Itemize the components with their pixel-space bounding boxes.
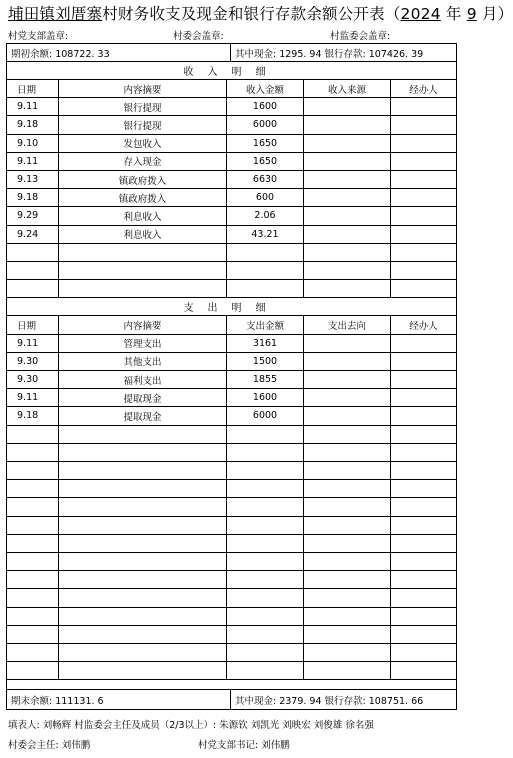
expense-cell-desc: 提取现金 xyxy=(59,407,227,424)
expense-cell-dest xyxy=(304,353,391,370)
income-header-row xyxy=(7,80,456,98)
expense-cell-date xyxy=(7,462,59,479)
expense-cell-date: 9.30 xyxy=(7,353,59,370)
income-row xyxy=(7,244,456,262)
expense-cell-desc xyxy=(59,571,227,588)
expense-cell-dest xyxy=(304,371,391,388)
income-cell-source xyxy=(304,207,391,224)
expense-cell-desc xyxy=(59,535,227,552)
opening-cash-bank: 其中现金: 1295. 94 银行存款: 107426. 39 xyxy=(235,48,424,60)
expense-cell-amount xyxy=(227,535,304,552)
income-header-3: 收入来源 xyxy=(304,80,391,97)
title-text: 村财务收支及现金和银行存款余额公开表（ xyxy=(102,5,401,23)
income-row xyxy=(7,226,456,244)
expense-cell-handler xyxy=(391,426,456,443)
expense-cell-amount xyxy=(227,626,304,643)
income-cell-source xyxy=(304,98,391,115)
expense-cell-handler xyxy=(391,589,456,606)
title-town: 埔田镇 xyxy=(8,5,56,23)
income-cell-amount xyxy=(227,262,304,279)
expense-cell-amount xyxy=(227,571,304,588)
expense-cell-dest xyxy=(304,535,391,552)
expense-cell-amount: 1855 xyxy=(227,371,304,388)
income-cell-date xyxy=(7,280,59,297)
income-row xyxy=(7,98,456,116)
income-cell-desc: 银行提现 xyxy=(59,116,227,133)
expense-header-3: 支出去向 xyxy=(304,316,391,333)
expense-row xyxy=(7,353,456,371)
expense-row xyxy=(7,371,456,389)
income-cell-amount: 6630 xyxy=(227,171,304,188)
expense-cell-date xyxy=(7,444,59,461)
income-cell-handler xyxy=(391,262,456,279)
expense-cell-handler xyxy=(391,662,456,679)
expense-cell-desc: 提取现金 xyxy=(59,389,227,406)
income-cell-handler xyxy=(391,171,456,188)
income-cell-source xyxy=(304,262,391,279)
expense-cell-amount xyxy=(227,480,304,497)
expense-cell-dest xyxy=(304,498,391,515)
income-cell-handler xyxy=(391,153,456,170)
expense-cell-desc xyxy=(59,644,227,661)
income-cell-source xyxy=(304,244,391,261)
expense-cell-date xyxy=(7,608,59,625)
income-cell-amount: 1600 xyxy=(227,98,304,115)
expense-cell-date xyxy=(7,426,59,443)
closing-cash-bank: 其中现金: 2379. 94 银行存款: 108751. 66 xyxy=(235,695,424,707)
expense-row xyxy=(7,553,456,571)
expense-header-0: 日期 xyxy=(7,316,59,333)
income-cell-handler xyxy=(391,98,456,115)
income-row xyxy=(7,153,456,171)
expense-cell-handler xyxy=(391,644,456,661)
expense-cell-desc xyxy=(59,626,227,643)
income-cell-desc: 镇政府拨入 xyxy=(59,189,227,206)
footer-secretary: 村党支部书记: 刘伟鹏 xyxy=(198,740,290,751)
expense-cell-date: 9.30 xyxy=(7,371,59,388)
expense-cell-handler xyxy=(391,335,456,352)
expense-cell-desc xyxy=(59,589,227,606)
income-cell-handler xyxy=(391,207,456,224)
expense-cell-date xyxy=(7,571,59,588)
expense-cell-date xyxy=(7,626,59,643)
income-table xyxy=(7,80,456,298)
party-seal-label: 村党支部盖章: xyxy=(8,31,69,42)
page-title xyxy=(8,2,513,24)
income-cell-date: 9.10 xyxy=(7,135,59,152)
expense-row xyxy=(7,517,456,535)
expense-cell-desc xyxy=(59,426,227,443)
expense-cell-desc xyxy=(59,462,227,479)
expense-cell-amount xyxy=(227,444,304,461)
expense-row xyxy=(7,444,456,462)
expense-cell-date: 9.11 xyxy=(7,335,59,352)
income-header-0: 日期 xyxy=(7,80,59,97)
title-village: 刘厝寨 xyxy=(55,5,103,23)
expense-cell-amount: 3161 xyxy=(227,335,304,352)
expense-cell-date xyxy=(7,662,59,679)
expense-table xyxy=(7,316,456,680)
income-cell-desc: 镇政府拨入 xyxy=(59,171,227,188)
income-cell-amount: 6000 xyxy=(227,116,304,133)
expense-cell-amount xyxy=(227,662,304,679)
income-cell-source xyxy=(304,280,391,297)
expense-header-row xyxy=(7,316,456,334)
expense-row xyxy=(7,407,456,425)
ledger-table xyxy=(6,43,457,710)
supervision-seal-label: 村监委会盖章: xyxy=(330,31,391,42)
income-cell-handler xyxy=(391,226,456,243)
expense-cell-handler xyxy=(391,462,456,479)
expense-row xyxy=(7,535,456,553)
expense-cell-dest xyxy=(304,389,391,406)
income-cell-source xyxy=(304,116,391,133)
income-cell-source xyxy=(304,171,391,188)
expense-cell-dest xyxy=(304,517,391,534)
income-cell-desc: 利息收入 xyxy=(59,207,227,224)
income-cell-amount: 1650 xyxy=(227,153,304,170)
expense-cell-desc xyxy=(59,480,227,497)
closing-balance-row xyxy=(7,689,456,709)
expense-cell-date xyxy=(7,498,59,515)
income-section-title: 收入明细 xyxy=(7,62,456,80)
income-cell-desc: 利息收入 xyxy=(59,226,227,243)
expense-cell-date: 9.18 xyxy=(7,407,59,424)
expense-cell-handler xyxy=(391,480,456,497)
income-cell-desc: 发包收入 xyxy=(59,135,227,152)
income-cell-desc xyxy=(59,244,227,261)
expense-cell-handler xyxy=(391,517,456,534)
expense-cell-handler xyxy=(391,535,456,552)
income-cell-handler xyxy=(391,135,456,152)
expense-row xyxy=(7,389,456,407)
expense-cell-handler xyxy=(391,553,456,570)
expense-cell-desc xyxy=(59,662,227,679)
footer-director: 村委会主任: 刘伟鹏 xyxy=(8,740,91,751)
income-cell-date: 9.11 xyxy=(7,153,59,170)
income-cell-source xyxy=(304,226,391,243)
expense-cell-handler xyxy=(391,626,456,643)
title-year: 2024 xyxy=(400,5,441,23)
expense-cell-date xyxy=(7,517,59,534)
income-cell-desc: 存入现金 xyxy=(59,153,227,170)
expense-row xyxy=(7,589,456,607)
title-year-suffix: 年 xyxy=(440,5,467,23)
expense-cell-handler xyxy=(391,571,456,588)
income-cell-amount: 2.06 xyxy=(227,207,304,224)
income-cell-handler xyxy=(391,280,456,297)
income-cell-date xyxy=(7,244,59,261)
expense-cell-amount: 6000 xyxy=(227,407,304,424)
expense-cell-amount xyxy=(227,426,304,443)
income-cell-date: 9.29 xyxy=(7,207,59,224)
income-cell-date: 9.18 xyxy=(7,116,59,133)
expense-section-title: 支出明细 xyxy=(7,298,456,316)
expense-row xyxy=(7,480,456,498)
expense-cell-dest xyxy=(304,444,391,461)
expense-header-1: 内容摘要 xyxy=(59,316,227,333)
expense-row xyxy=(7,426,456,444)
income-cell-date: 9.11 xyxy=(7,98,59,115)
income-header-4: 经办人 xyxy=(409,84,438,96)
expense-cell-desc: 其他支出 xyxy=(59,353,227,370)
expense-row xyxy=(7,571,456,589)
income-row xyxy=(7,280,456,298)
expense-cell-date xyxy=(7,553,59,570)
opening-balance-row xyxy=(7,44,456,62)
income-row xyxy=(7,189,456,207)
income-cell-desc: 银行提现 xyxy=(59,98,227,115)
expense-cell-desc xyxy=(59,517,227,534)
expense-cell-desc xyxy=(59,444,227,461)
expense-cell-dest xyxy=(304,480,391,497)
expense-cell-desc xyxy=(59,498,227,515)
income-cell-date: 9.13 xyxy=(7,171,59,188)
expense-cell-amount xyxy=(227,553,304,570)
expense-cell-amount xyxy=(227,517,304,534)
expense-header-4: 经办人 xyxy=(409,320,438,332)
income-cell-desc xyxy=(59,280,227,297)
income-cell-amount: 600 xyxy=(227,189,304,206)
income-row xyxy=(7,171,456,189)
income-cell-amount xyxy=(227,244,304,261)
expense-cell-handler xyxy=(391,608,456,625)
expense-row xyxy=(7,462,456,480)
committee-seal-label: 村委会盖章: xyxy=(173,31,224,42)
income-cell-date xyxy=(7,262,59,279)
opening-balance: 期初余额: 108722. 33 xyxy=(7,44,231,61)
income-cell-amount: 1650 xyxy=(227,135,304,152)
income-row xyxy=(7,116,456,134)
expense-cell-handler xyxy=(391,407,456,424)
expense-cell-desc xyxy=(59,553,227,570)
income-cell-date: 9.24 xyxy=(7,226,59,243)
title-month: 9 xyxy=(466,5,477,23)
expense-cell-handler xyxy=(391,353,456,370)
expense-cell-amount xyxy=(227,608,304,625)
income-header-2: 收入金额 xyxy=(227,80,304,97)
expense-cell-amount xyxy=(227,462,304,479)
income-cell-source xyxy=(304,153,391,170)
expense-cell-amount xyxy=(227,498,304,515)
expense-cell-desc: 管理支出 xyxy=(59,335,227,352)
income-cell-amount xyxy=(227,280,304,297)
expense-cell-dest xyxy=(304,662,391,679)
expense-cell-dest xyxy=(304,407,391,424)
expense-cell-dest xyxy=(304,553,391,570)
expense-cell-date xyxy=(7,589,59,606)
expense-row xyxy=(7,626,456,644)
income-row xyxy=(7,135,456,153)
expense-header-2: 支出金额 xyxy=(227,316,304,333)
expense-row xyxy=(7,644,456,662)
expense-row xyxy=(7,608,456,626)
expense-cell-dest xyxy=(304,571,391,588)
expense-cell-dest xyxy=(304,335,391,352)
income-cell-source xyxy=(304,135,391,152)
expense-cell-desc xyxy=(59,608,227,625)
expense-cell-handler xyxy=(391,371,456,388)
expense-cell-desc: 福利支出 xyxy=(59,371,227,388)
income-row xyxy=(7,207,456,225)
expense-cell-dest xyxy=(304,626,391,643)
closing-balance: 期末余额: 111131. 6 xyxy=(7,690,231,709)
expense-cell-dest xyxy=(304,644,391,661)
income-cell-handler xyxy=(391,244,456,261)
income-cell-desc xyxy=(59,262,227,279)
expense-cell-handler xyxy=(391,444,456,461)
expense-cell-amount xyxy=(227,644,304,661)
expense-cell-amount xyxy=(227,589,304,606)
expense-cell-date xyxy=(7,535,59,552)
expense-cell-amount: 1500 xyxy=(227,353,304,370)
expense-cell-dest xyxy=(304,589,391,606)
income-cell-source xyxy=(304,189,391,206)
expense-cell-handler xyxy=(391,389,456,406)
income-row xyxy=(7,262,456,280)
income-cell-amount: 43.21 xyxy=(227,226,304,243)
expense-cell-dest xyxy=(304,426,391,443)
expense-cell-date xyxy=(7,480,59,497)
income-cell-handler xyxy=(391,189,456,206)
expense-cell-date: 9.11 xyxy=(7,389,59,406)
expense-cell-amount: 1600 xyxy=(227,389,304,406)
income-cell-date: 9.18 xyxy=(7,189,59,206)
expense-cell-date xyxy=(7,644,59,661)
expense-cell-dest xyxy=(304,462,391,479)
footer-signers: 填表人: 刘畅辉 村监委会主任及成员（2/3以上）: 朱源钦 刘凯光 刘映宏 刘俊雄 徐名强 xyxy=(8,720,374,731)
expense-row xyxy=(7,662,456,680)
expense-cell-dest xyxy=(304,608,391,625)
expense-row xyxy=(7,335,456,353)
expense-cell-handler xyxy=(391,498,456,515)
income-header-1: 内容摘要 xyxy=(59,80,227,97)
seal-line xyxy=(8,28,458,42)
title-end: 月） xyxy=(476,5,513,23)
expense-row xyxy=(7,498,456,516)
income-cell-handler xyxy=(391,116,456,133)
